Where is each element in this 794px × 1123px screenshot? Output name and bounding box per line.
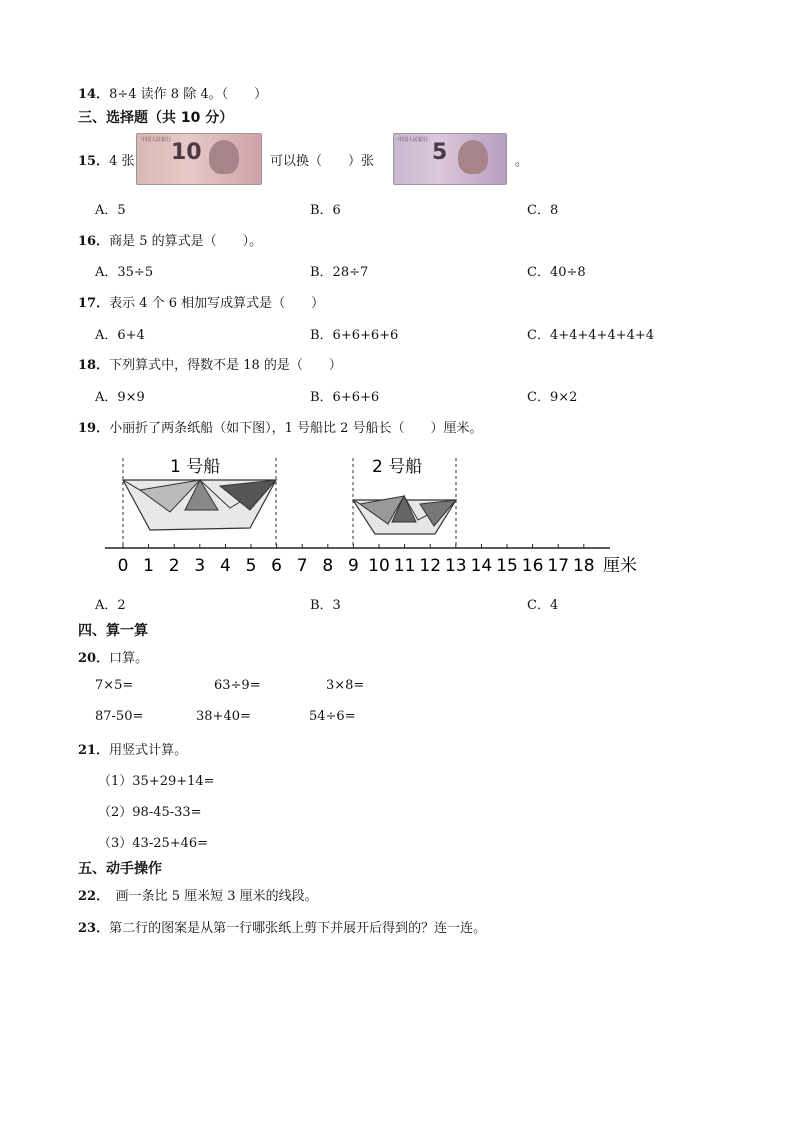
question-number: 20． (78, 651, 110, 666)
ruler-tick-label: 13 (444, 556, 467, 576)
option-c[interactable]: C．4 (527, 598, 559, 613)
question-text: 画一条比 5 厘米短 3 厘米的线段。 (102, 889, 318, 904)
option-a[interactable]: A．5 (95, 203, 126, 218)
ruler-tick-label: 9 (347, 556, 359, 576)
banknote-denomination: 10 (171, 140, 202, 165)
ruler-unit: 厘米 (603, 556, 637, 576)
oral-problem: 3×8= (326, 678, 365, 693)
boat-1-label: 1 号船 (170, 457, 221, 477)
vertical-calc-item: （3）43-25+46= (98, 836, 209, 851)
question-text: 8÷4 读作 8 除 4。（ ） (109, 87, 268, 102)
question-17 (78, 292, 324, 311)
ruler-tick-label: 10 (368, 556, 390, 576)
question-15 (78, 150, 135, 169)
boat-1 (123, 480, 276, 530)
question-18 (78, 354, 342, 373)
section-4-heading: 四、算一算 (78, 623, 148, 639)
ruler-tick-label: 4 (219, 556, 231, 576)
question-number: 18． (78, 358, 110, 373)
ruler-tick-label: 0 (117, 556, 129, 576)
oral-problem: 63÷9= (214, 678, 261, 693)
question-text: 下列算式中，得数不是 18 的是（ ） (109, 358, 342, 373)
ruler-tick-label: 8 (322, 556, 334, 576)
ruler-tick-label: 1 (143, 556, 155, 576)
ruler-tick-label: 12 (419, 556, 442, 576)
ruler-tick-label: 16 (521, 556, 544, 576)
portrait-icon (209, 140, 239, 174)
oral-problem: 7×5= (95, 678, 134, 693)
question-text-pre: 4 张 (109, 154, 135, 169)
banknote-denomination: 5 (432, 140, 448, 165)
question-text: 表示 4 个 6 相加写成算式是（ ） (109, 296, 325, 311)
option-c[interactable]: C．40÷8 (527, 265, 586, 280)
question-number: 22． (78, 889, 103, 904)
question-22 (78, 885, 318, 904)
question-number: 14． (78, 87, 110, 102)
option-b[interactable]: B．3 (310, 598, 341, 613)
option-b[interactable]: B．6+6+6+6 (310, 328, 399, 343)
ruler-tick-label: 18 (572, 556, 595, 576)
option-c[interactable]: C．8 (527, 203, 559, 218)
ruler-tick-label: 17 (547, 556, 570, 576)
ruler-tick-label: 5 (245, 556, 257, 576)
question-20 (78, 647, 148, 666)
option-c[interactable]: C．4+4+4+4+4+4 (527, 328, 655, 343)
question-number: 23． (78, 921, 110, 936)
question-number: 17． (78, 296, 110, 311)
banknote-caption: 中国人民银行 (398, 137, 429, 143)
section-3-heading: 三、选择题（共 10 分） (78, 110, 234, 126)
question-16 (78, 230, 262, 249)
question-number: 21． (78, 743, 110, 758)
option-a[interactable]: A．9×9 (95, 390, 145, 405)
boat-2 (353, 496, 456, 534)
option-b[interactable]: B．6+6+6 (310, 390, 380, 405)
question-number: 19． (78, 421, 110, 436)
ruler-tick-label: 15 (496, 556, 518, 576)
boat-2-label: 2 号船 (372, 457, 423, 477)
vertical-calc-item: （1）35+29+14= (98, 774, 215, 789)
option-b[interactable]: B．28÷7 (310, 265, 369, 280)
ten-yuan-banknote (136, 133, 262, 185)
oral-problem: 54÷6= (309, 709, 356, 724)
question-text: 第二行的图案是从第一行哪张纸上剪下并展开后得到的？连一连。 (109, 921, 487, 936)
question-19 (78, 417, 483, 436)
section-5-heading: 五、动手操作 (78, 861, 162, 877)
oral-problem: 38+40= (196, 709, 251, 724)
vertical-calc-item: （2）98-45-33= (98, 805, 202, 820)
ruler-tick-label: 3 (194, 556, 206, 576)
question-number: 15． (78, 154, 110, 169)
paper-boats-ruler-figure (100, 450, 660, 580)
question-23 (78, 917, 486, 936)
question-text: 口算。 (109, 651, 149, 666)
question-15-end: 。 (515, 154, 529, 169)
question-number: 16． (78, 234, 110, 249)
question-text: 用竖式计算。 (109, 743, 188, 758)
ruler-tick-label: 6 (271, 556, 283, 576)
option-b[interactable]: B．6 (310, 203, 341, 218)
question-21 (78, 739, 187, 758)
ruler-ticks (118, 544, 595, 576)
ruler-tick-label: 7 (296, 556, 308, 576)
ruler-tick-label: 11 (393, 556, 416, 576)
five-yuan-banknote (393, 133, 507, 185)
question-15-mid: 可以换（ ）张 (270, 154, 375, 169)
option-a[interactable]: A．2 (95, 598, 126, 613)
banknote-caption: 中国人民银行 (141, 137, 172, 143)
question-text: 商是 5 的算式是（ ）。 (109, 234, 263, 249)
ruler-tick-label: 2 (168, 556, 180, 576)
oral-problem: 87-50= (95, 709, 144, 724)
option-a[interactable]: A．35÷5 (95, 265, 154, 280)
ruler-tick-label: 14 (470, 556, 493, 576)
option-c[interactable]: C．9×2 (527, 390, 578, 405)
question-text: 小丽折了两条纸船（如下图），1 号船比 2 号船长（ ）厘米。 (109, 421, 483, 436)
question-14 (78, 83, 267, 102)
portrait-icon (458, 140, 488, 174)
option-a[interactable]: A．6+4 (95, 328, 145, 343)
